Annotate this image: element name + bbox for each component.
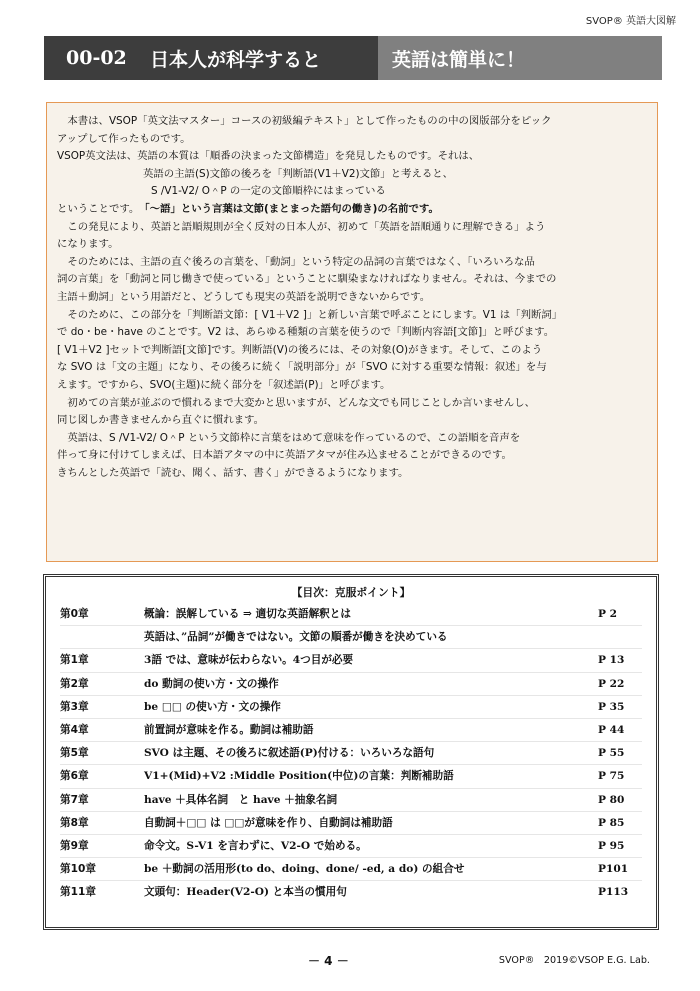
toc-entry-title: 文頭句：Header(V2-O) と本当の慣用句 [144,886,347,899]
intro-line: 伴って身に付けてしまえば、日本語アタマの中に英語アタマが住み込ませることができるのです。 [57,449,512,462]
toc-row [60,603,642,626]
toc-entry-title: have ＋具体名詞 と have ＋抽象名詞 [144,793,338,806]
toc-page: P 44 [598,723,625,736]
toc-entry-title: SVO は主題、その後ろに叙述語(P)付ける：いろいろな語句 [144,747,435,760]
footer-copyright: SVOP® 2019©VSOP E.G. Lab. [498,955,650,966]
intro-line: きちんとした英語で「読む、聞く、話す、書く」ができるようになります。 [57,466,409,479]
intro-line: そのためには、主語の直ぐ後ろの言葉を、「動詞」という特定の品詞の言葉ではなく、「いろいろな品 [67,255,535,268]
intro-line: アップして作ったものです。 [57,132,191,145]
intro-line-part: ということです。 [57,202,135,215]
toc-row [60,881,642,903]
toc-row [60,835,642,858]
toc-chapter: 第0章 [60,608,89,620]
intro-line: S /V1-V2/ O＾P の一定の文節順枠にはまっている [151,185,386,198]
chapter-number: 00-02 [66,47,127,69]
toc-entry-title: 前置詞が意味を作る。動詞は補助語 [144,723,314,736]
intro-line: 本書は、VSOP「英文法マスター」コースの初級編テキスト」として作ったものの中の図版部分をピック [67,115,552,127]
intro-line: えます。ですから、SVO(主題)に続く部分を「叙述語(P)」と呼びます。 [57,378,391,391]
intro-emphasis: 「～語」という言葉は文節(まとまった語句の働き)の名前です。 [144,202,439,215]
intro-line: そのために、この部分を「判断語文節：[ V1＋V2 ]」と新しい言葉で呼ぶことにします。V1 は「判断詞」 [67,308,563,321]
page-number: － 4 － [308,954,349,968]
chapter-subtitle: 英語は簡単に！ [378,36,662,80]
toc-page [598,626,642,648]
intro-line [57,201,647,219]
toc-page: P 22 [598,677,625,690]
toc-row [60,649,642,672]
toc-page: P113 [598,886,629,899]
toc-entry-title: do 動詞の使い方・文の操作 [144,677,279,690]
toc-row [60,789,642,812]
toc-page: P 80 [598,793,625,806]
intro-line: VSOP英文法は、英語の本質は「順番の決まった文節構造」を発見したものです。それは、 [57,150,480,163]
chapter-title-bar [44,36,662,80]
intro-line: 英語の主語(S)文節の後ろを「判断語(V1＋V2)文節」と考えると、 [143,167,454,180]
toc-chapter: 第9章 [60,839,89,852]
toc-row [60,626,642,649]
toc-chapter: 第2章 [60,677,89,690]
intro-line: 英語は、S /V1-V2/ O＾P という文節枠に言葉をはめて意味を作っているので、この語順を音声を [67,431,521,444]
toc-page: P101 [598,863,629,876]
intro-line: 初めての言葉が並ぶので慣れるまで大変かと思いますが、どんな文でも同じことしか言いませんし、 [67,396,535,409]
toc-row [60,742,642,765]
intro-line: この発見により、英語と語順規則が全く反対の日本人が、初めて「英語を語順通りに理解できる」よう [67,220,546,233]
toc-chapter: 第3章 [60,700,89,713]
toc-row [60,765,642,788]
toc-row [60,719,642,742]
header-label: SVOP® 英語大図解 [585,16,676,27]
toc-page: P 75 [598,770,625,783]
toc-chapter: 第6章 [60,770,89,783]
toc-row [60,812,642,835]
toc-chapter: 第10章 [60,863,96,876]
toc-entry-title: 概論：誤解している ⇒ 適切な英語解釈とは [144,608,351,620]
toc-chapter: 第1章 [60,654,89,667]
toc-page: P 55 [598,747,625,760]
table-of-contents [43,574,659,930]
intro-line: になります。 [57,238,119,251]
toc-rows [60,603,642,903]
toc-page: P 2 [598,608,618,620]
toc-chapter: 第11章 [60,886,96,899]
toc-entry-title: be ＋動詞の活用形(to do、doing、done/ -ed, a do) の組合せ [144,863,465,876]
intro-line: 同じ図しか書きませんから直ぐに慣れます。 [57,414,264,427]
intro-line: [ V1＋V2 ]セットで判断語[文節]です。判断語(V)の後ろには、その対象(O)がきます。そして、このよう [57,343,543,356]
toc-page: P 95 [598,839,625,852]
toc-row [60,858,642,881]
toc-chapter: 第5章 [60,747,89,760]
toc-entry-title: 3語 では、意味が伝わらない。4つ目が必要 [144,654,354,667]
toc-chapter: 第4章 [60,723,89,736]
toc-page: P 35 [598,700,625,713]
toc-entry-title: 英語は、”品詞”が働きではない。文節の順番が働きを決めている [144,631,448,644]
toc-title: 【目次：克服ポイント】 [291,586,411,599]
toc-page: P 85 [598,816,625,829]
intro-line: で do・be・have のことです。V2 は、あらゆる種類の言葉を使うので「判断内容語[文節]」と呼びます。 [57,326,555,339]
toc-entry-title: 命令文。S-V1 を言わずに、V2-O で始める。 [144,839,367,852]
toc-page: P 13 [598,654,625,667]
toc-entry-title: 自動詞＋□□ は □□が意味を作り、自動詞は補助語 [144,816,393,829]
intro-box [46,102,658,562]
toc-entry-title: be □□ の使い方・文の操作 [144,700,281,713]
toc-row [60,696,642,719]
toc-chapter [60,626,144,648]
toc-chapter: 第8章 [60,816,89,829]
chapter-title: 日本人が科学すると [150,48,322,71]
intro-line: 詞の言葉」を「動詞と同じ働きで使っている」ということに馴染まなければなりません。それは、今までの [57,273,557,286]
intro-line: 主語＋動詞」という用語だと、どうしても現実の英語を説明できないからです。 [57,290,431,303]
intro-line: な SVO は「文の主題」になり、その後ろに続く「説明部分」が「SVO に対する重要な情報：叙述」を与 [57,361,547,374]
toc-row [60,673,642,696]
toc-entry-title: V1+(Mid)+V2 :Middle Position(中位)の言葉：判断補助語 [144,770,454,783]
toc-chapter: 第7章 [60,793,89,806]
